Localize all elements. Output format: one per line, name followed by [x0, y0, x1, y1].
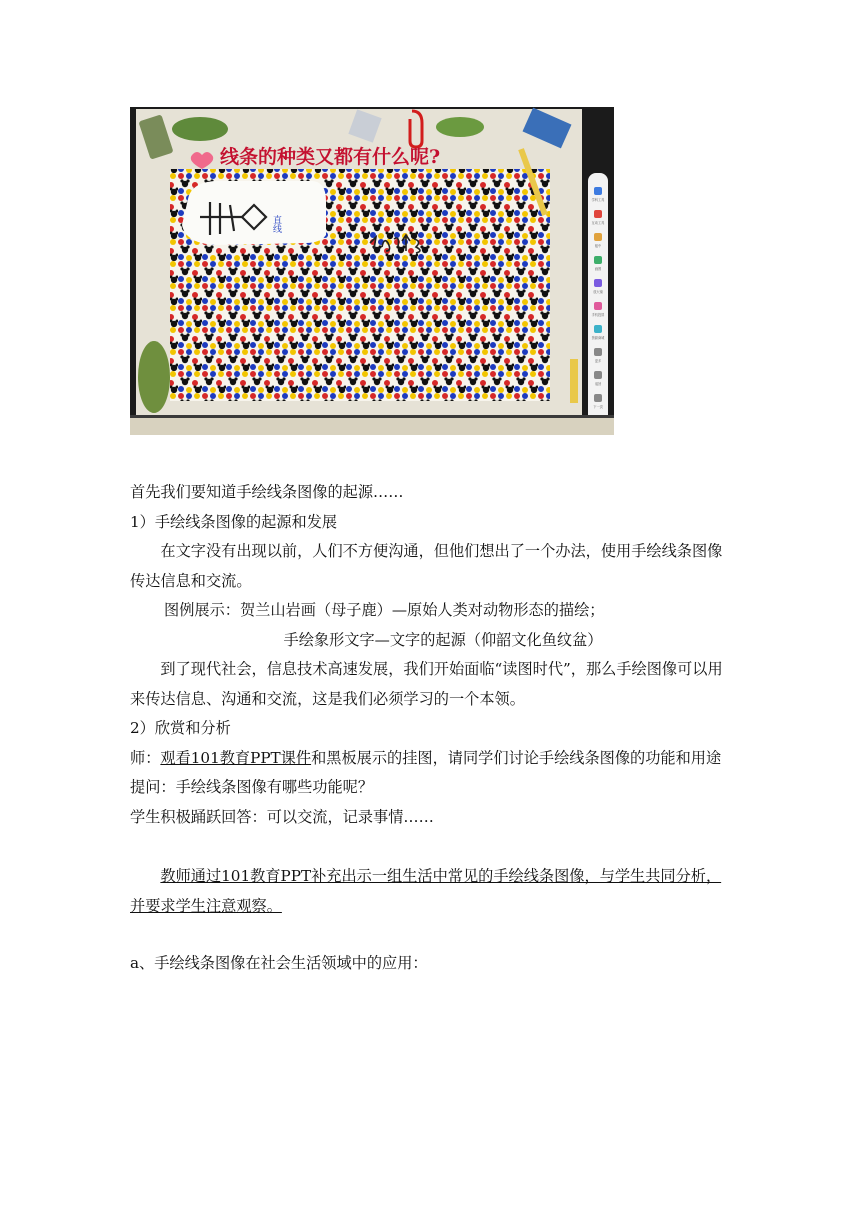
intro-line: 首先我们要知道手绘线条图像的起源……	[130, 483, 404, 501]
toolbar-item-icon	[594, 210, 602, 218]
toolbar-item-label: 返回	[594, 382, 602, 386]
slide-photo	[130, 107, 614, 435]
toolbar-item-icon	[594, 187, 602, 195]
example-line-1: 图例展示：贺兰山岩画（母子鹿）—原始人类对动物形态的描绘；	[164, 601, 605, 619]
section-heading-analysis: 2）欣赏和分析	[130, 719, 231, 737]
ppt-courseware-link[interactable]: 观看101教育PPT课件	[160, 748, 312, 767]
example-line-2: 手绘象形文字—文字的起源（仰韶文化鱼纹盆）	[283, 630, 603, 649]
toolbar-item-label: 下一页	[593, 405, 603, 409]
toolbar-item-label: 放大镜	[593, 290, 603, 294]
section-heading-origin: 1）手绘线条图像的起源和发展	[130, 512, 338, 531]
origin-paragraph: 在文字没有出现以前，人们不方便沟通，但他们想出了一个办法，使用手绘线条图像传达信息和交流。	[130, 542, 723, 590]
toolbar-item-label: 板中	[594, 244, 602, 248]
answer-line: 学生积极踊跃回答：可以交流，记录事情……	[130, 807, 434, 826]
toolbar-item-icon	[594, 348, 602, 356]
item-a-line: a、手绘线条图像在社会生活领域中的应用：	[130, 954, 428, 972]
toolbar-item-icon	[594, 233, 602, 241]
teacher-paragraph	[130, 744, 730, 774]
modern-paragraph: 到了现代社会，信息技术高速发展，我们开始面临“读图时代”，那么手绘图像可以用来传达信息、沟通和交流，这是我们必须学习的一个本领。	[130, 660, 723, 708]
document-body	[130, 478, 730, 979]
slide-title: 线条的种类又都有什么呢?	[220, 146, 441, 168]
toolbar-item-label: 画图	[594, 267, 602, 271]
toolbar-item-label: 手机投屏	[591, 313, 605, 317]
toolbar-item-icon	[594, 325, 602, 333]
toolbar-item-icon	[594, 371, 602, 379]
toolbar-item-icon	[594, 394, 602, 402]
toolbar-item-icon	[594, 279, 602, 287]
question-line: 提问：手绘线条图像有哪些功能呢？	[130, 778, 373, 796]
slide-label: 直线	[271, 215, 281, 233]
toolbar-item-label: 资源商城	[591, 336, 605, 340]
toolbar-item-label: 更多	[594, 359, 602, 363]
teacher-rest: 和黑板展示的挂图，请同学们讨论手绘线条图像的功能和用途	[311, 748, 722, 767]
teacher-prefix: 师：	[130, 748, 161, 767]
toolbar-item-label: 互动工具	[591, 221, 605, 225]
toolbar-item-label: 学科工具	[591, 198, 605, 202]
teacher-note: 教师通过101教育PPT补充出示一组生活中常见的手绘线条图像，与学生共同分析，并要求学生注意观察。	[130, 867, 722, 915]
toolbar-item-icon	[594, 256, 602, 264]
toolbar-item-icon	[594, 302, 602, 310]
